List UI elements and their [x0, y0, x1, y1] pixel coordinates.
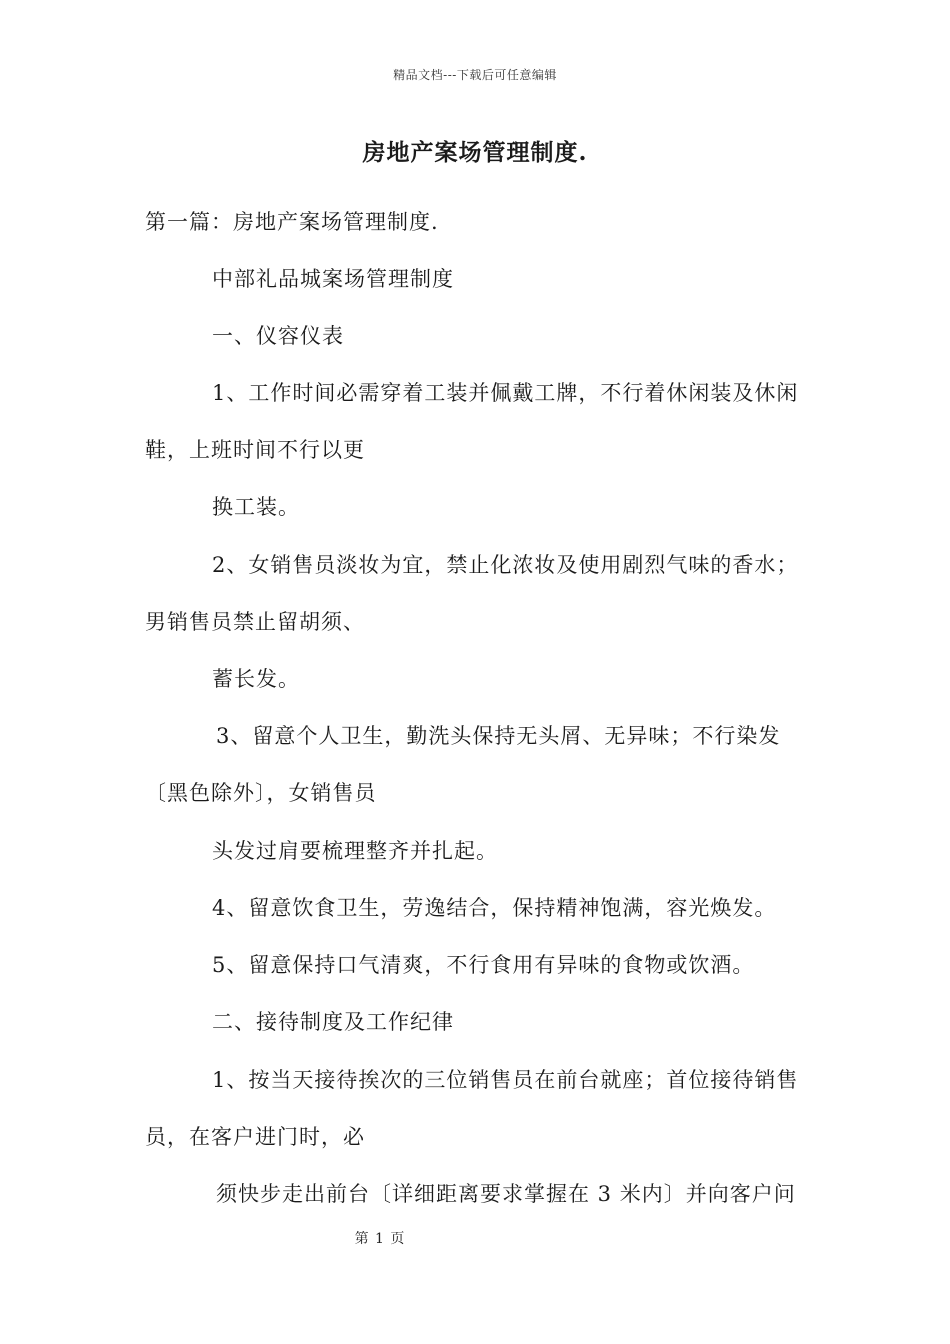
- paragraph-line: 4、留意饮食卫生，劳逸结合，保持精神饱满，容光焕发。: [212, 896, 777, 920]
- paragraph-line: 头发过肩要梳理整齐并扎起。: [212, 839, 498, 863]
- page-number: 第 1 页: [354, 1231, 406, 1247]
- section-heading: 二、接待制度及工作纪律: [212, 1010, 454, 1034]
- paragraph-line: 鞋，上班时间不行以更: [145, 438, 365, 462]
- paragraph-line: 1、工作时间必需穿着工装并佩戴工牌，不行着休闲装及休闲: [212, 381, 799, 405]
- subtitle: 中部礼品城案场管理制度: [212, 267, 454, 291]
- paragraph-line: 2、女销售员淡妆为宜，禁止化浓妆及使用剧烈气味的香水；: [212, 553, 799, 577]
- section-heading: 一、仪容仪表: [212, 324, 344, 348]
- paragraph-line: 换工装。: [212, 495, 300, 519]
- document-title: 房地产案场管理制度.: [362, 139, 588, 166]
- paragraph-line: 蓄长发。: [212, 667, 300, 691]
- paragraph-line: 男销售员禁止留胡须、: [145, 610, 365, 634]
- paragraph-line: 员，在客户进门时，必: [145, 1125, 365, 1149]
- paragraph-line: 5、留意保持口气清爽，不行食用有异味的食物或饮酒。: [212, 953, 755, 977]
- section-heading: 第一篇：房地产案场管理制度.: [145, 210, 439, 234]
- paragraph-line: 〔黑色除外〕，女销售员: [145, 781, 377, 805]
- paragraph-line: 1、按当天接待挨次的三位销售员在前台就座；首位接待销售: [212, 1068, 799, 1092]
- page-header: 精品文档---下载后可任意编辑: [393, 68, 557, 82]
- paragraph-line: 3、留意个人卫生，勤洗头保持无头屑、无异味；不行染发: [216, 724, 781, 748]
- paragraph-line: 须快步走出前台〔详细距离要求掌握在 3 米内〕并向客户问: [216, 1182, 796, 1206]
